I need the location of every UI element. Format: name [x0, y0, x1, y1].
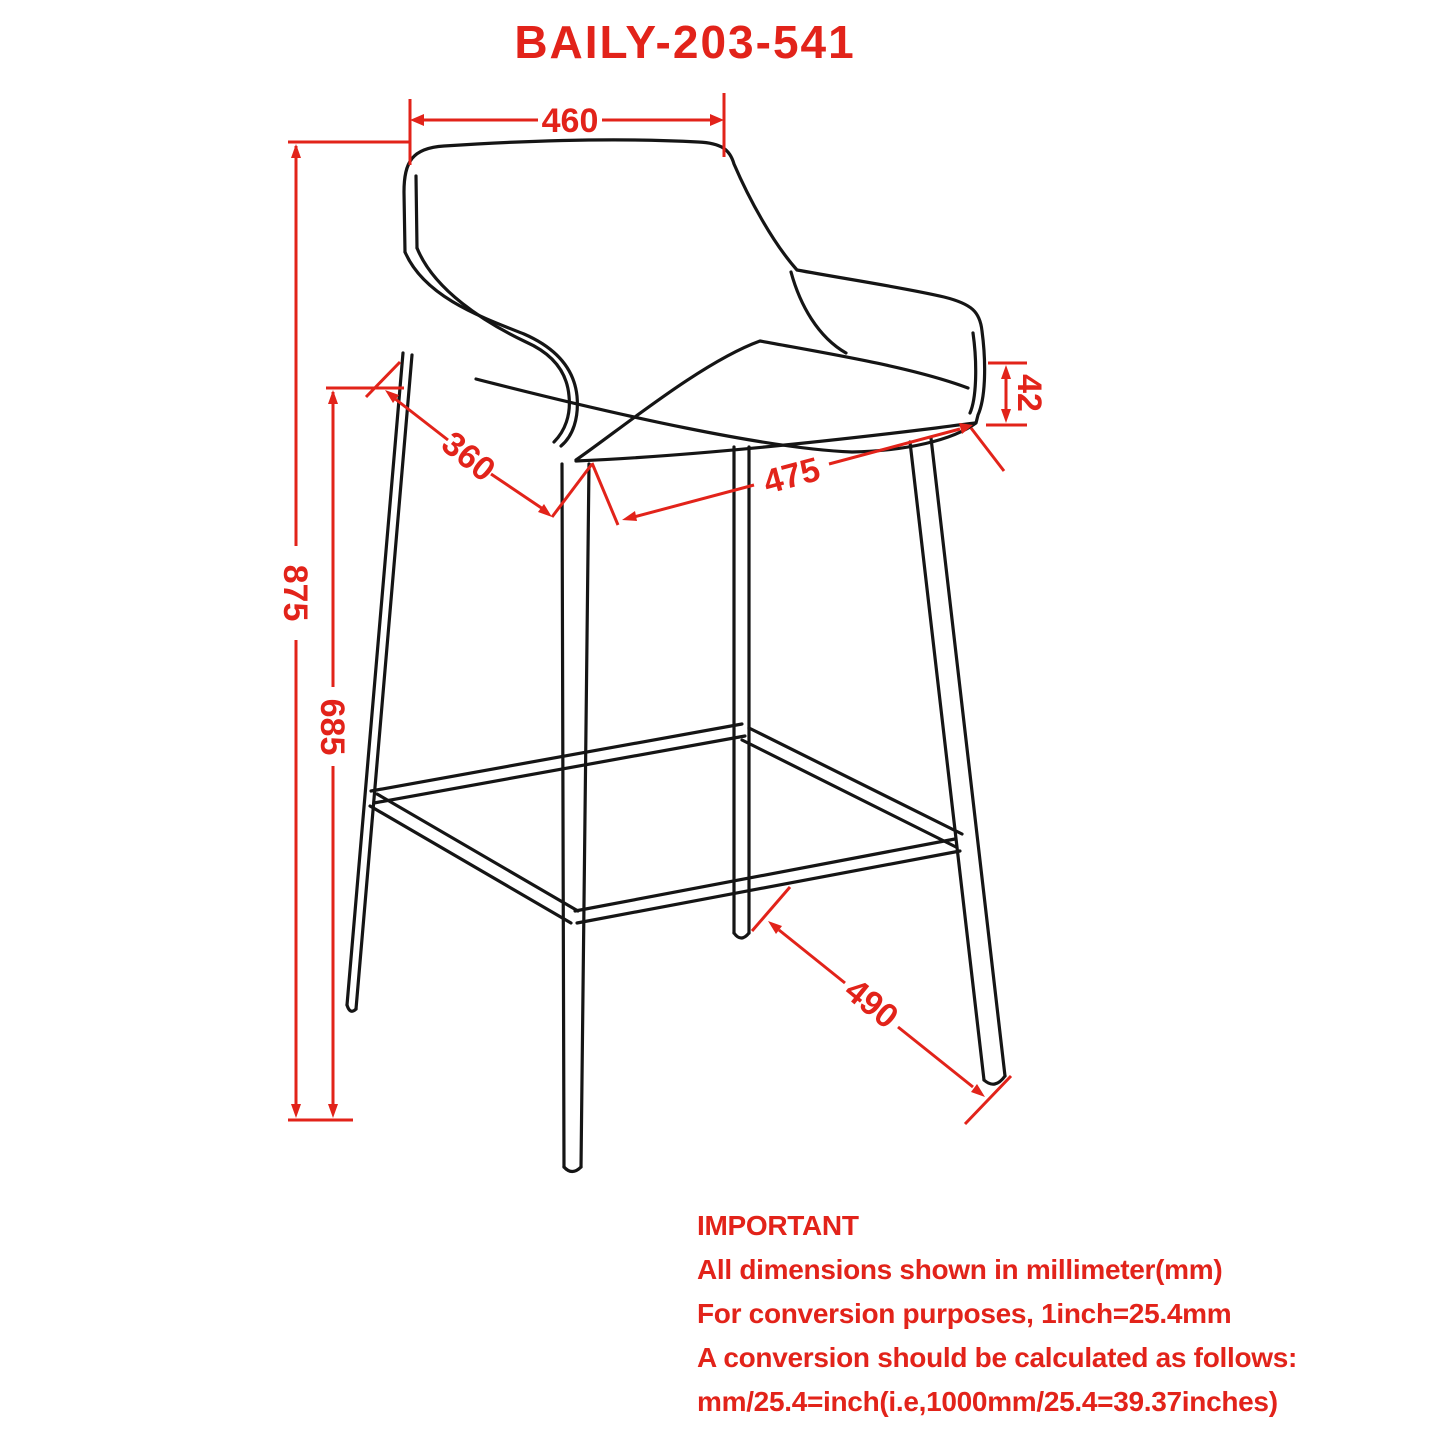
notes-heading: IMPORTANT — [697, 1210, 859, 1241]
dim-label-seat-height: 685 — [313, 698, 351, 756]
dim-label-seat-width: 475 — [759, 450, 825, 502]
back-right-leg — [734, 447, 749, 938]
right-armpit-seam — [791, 272, 846, 353]
dim-label-seat-edge-thickness: 42 — [1010, 374, 1048, 412]
note-line-units: All dimensions shown in millimeter(mm) — [697, 1254, 1223, 1285]
note-line-formula-intro: A conversion should be calculated as follows: — [697, 1342, 1298, 1373]
front-left-leg — [562, 464, 589, 1172]
right-arm-inner-line — [970, 333, 976, 413]
dimension-seat-edge-thickness — [986, 363, 1048, 425]
back-left-leg — [347, 353, 412, 1011]
note-line-formula: mm/25.4=inch(i.e,1000mm/25.4=39.37inches) — [697, 1386, 1278, 1417]
backrest-left-inner-line — [416, 176, 417, 248]
notes-block — [697, 1210, 1297, 1417]
dimension-front-leg-length — [752, 887, 1011, 1124]
backrest-and-arm-outline — [404, 140, 985, 452]
stool-line-drawing — [347, 140, 1005, 1172]
dim-label-seat-depth: 360 — [434, 424, 503, 490]
dim-label-front-leg-length: 490 — [837, 971, 906, 1037]
dimension-back-width — [410, 93, 724, 165]
footrest-frame — [370, 724, 962, 923]
dim-label-overall-height: 875 — [276, 564, 314, 622]
left-wing-outer — [405, 252, 577, 446]
note-line-conversion: For conversion purposes, 1inch=25.4mm — [697, 1298, 1232, 1329]
front-right-leg — [910, 438, 1005, 1084]
page-title: BAILY-203-541 — [514, 16, 856, 68]
dim-label-back-width: 460 — [541, 102, 599, 140]
